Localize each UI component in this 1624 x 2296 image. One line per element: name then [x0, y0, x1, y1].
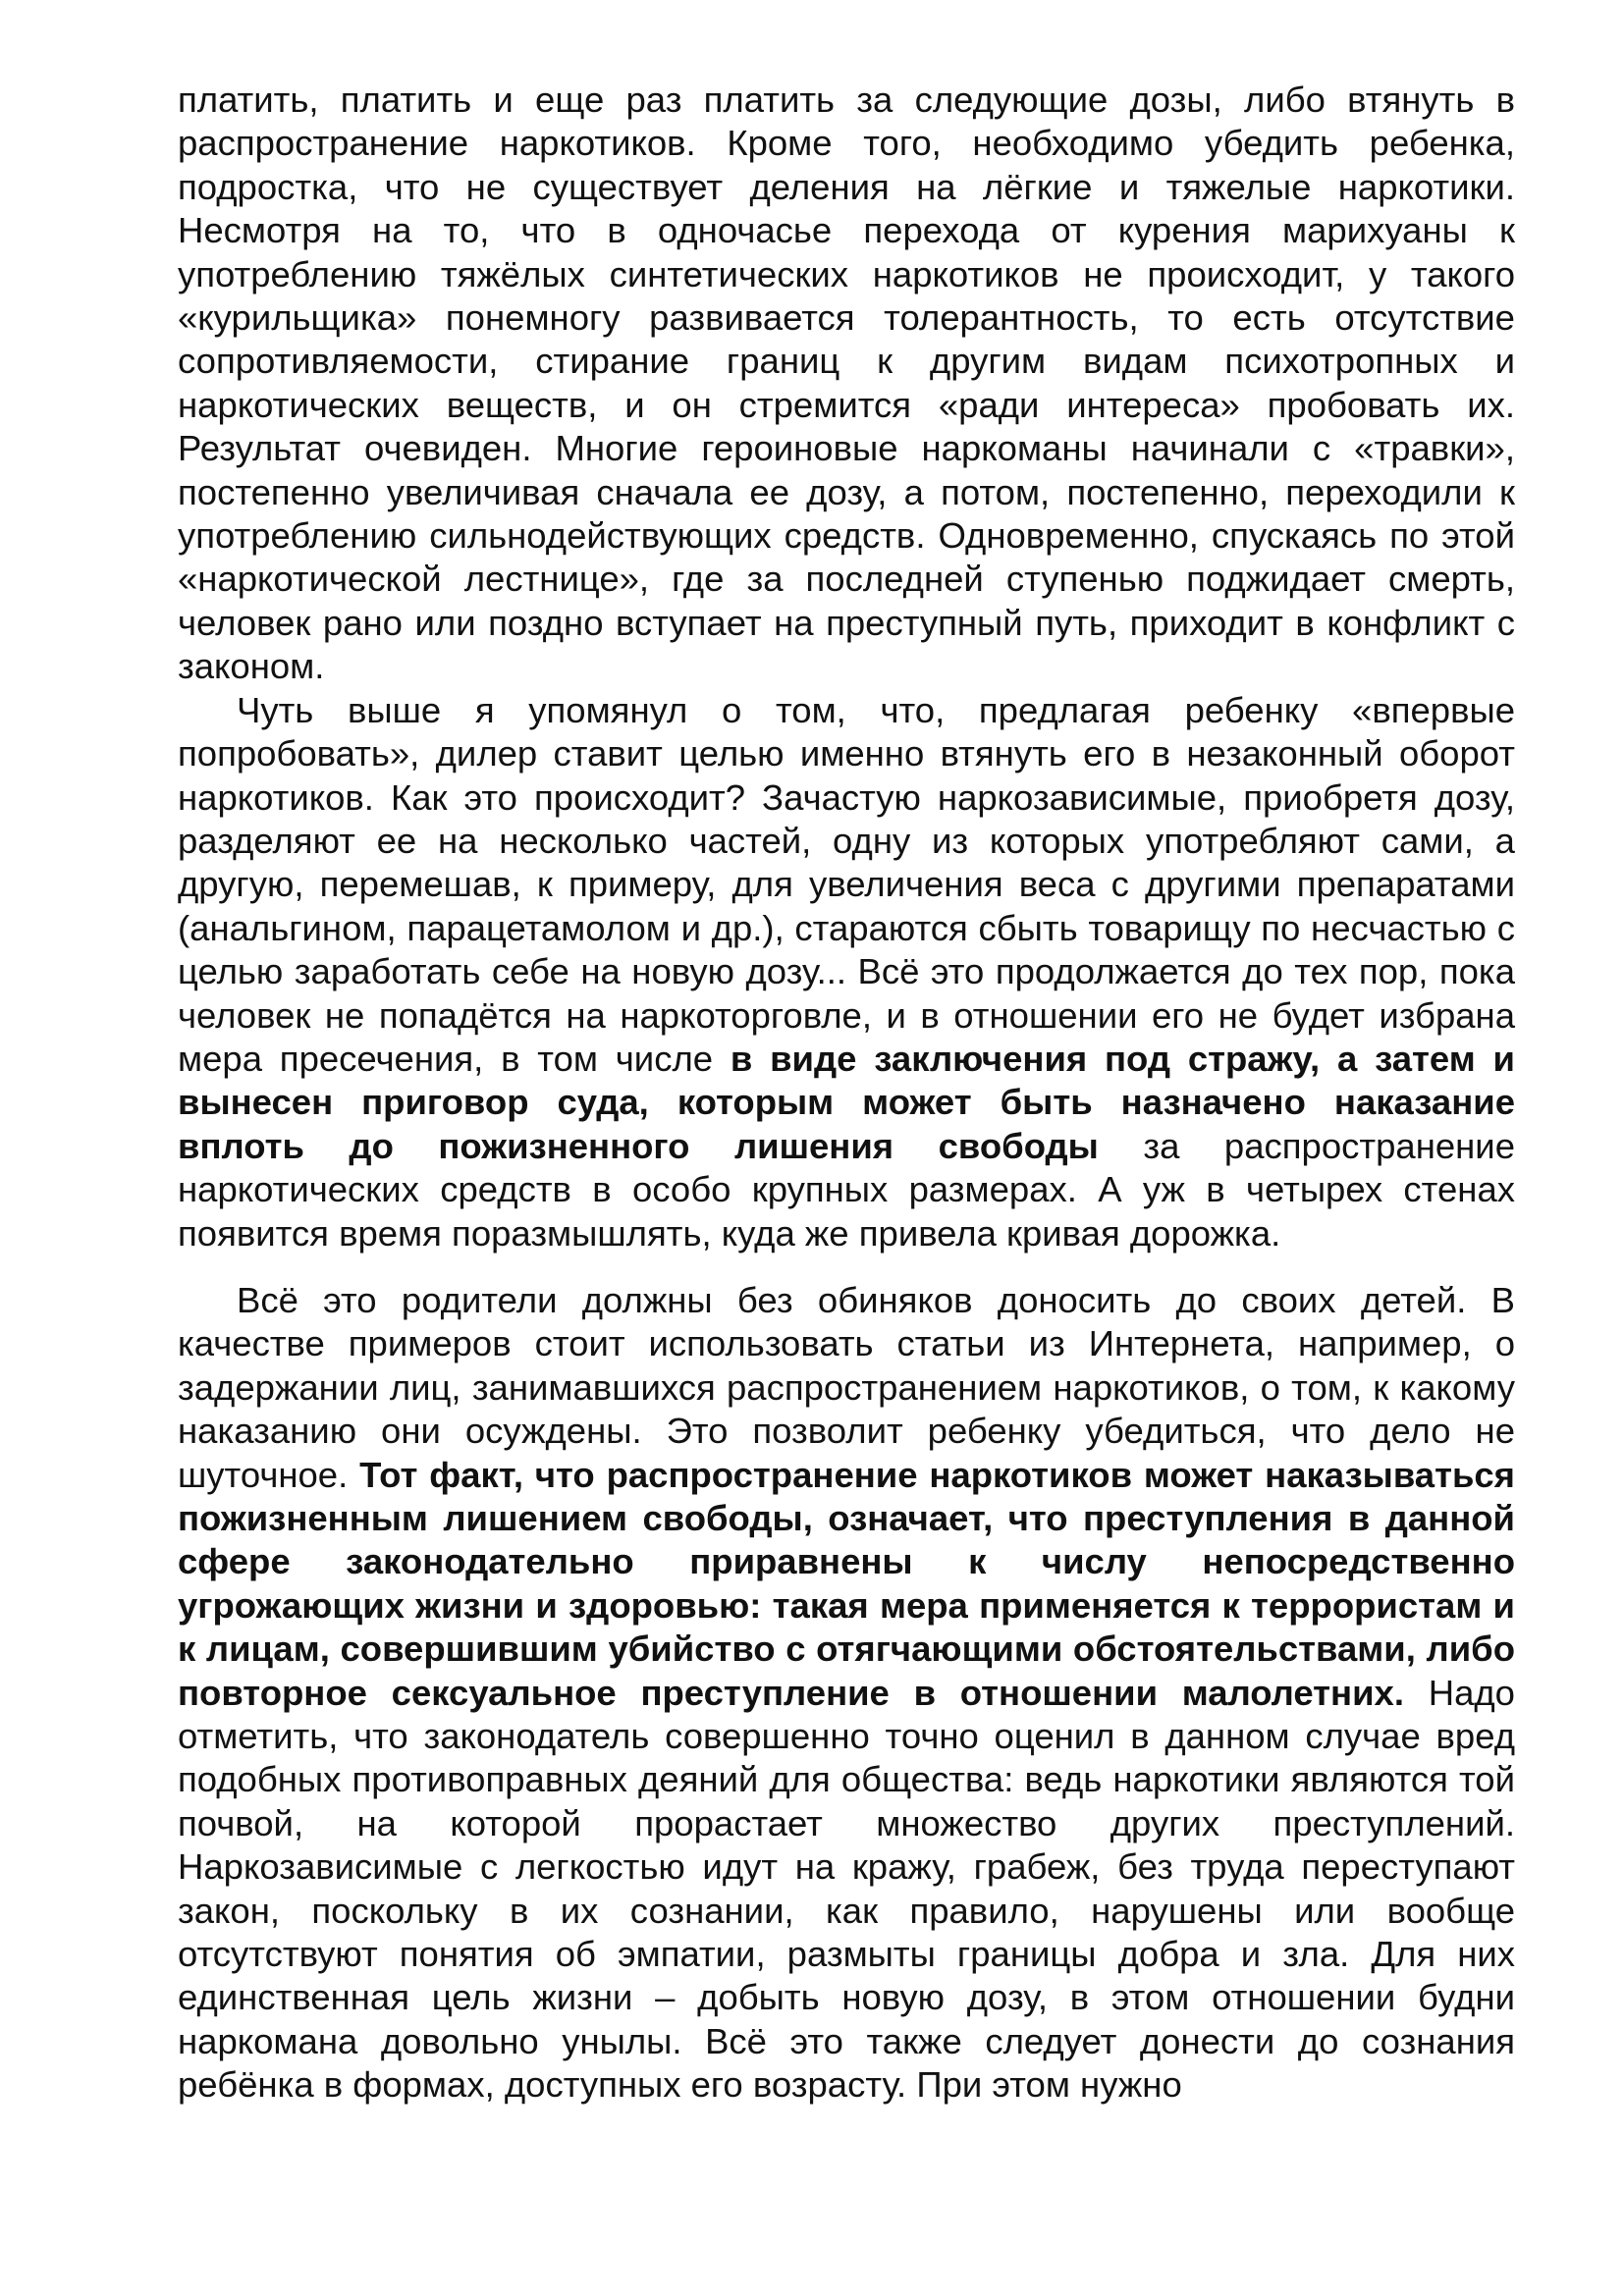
paragraph-2-text-end: за распространение наркотических средств в особо крупных размерах. А уж в четырех стенах появится время поразмышлять, куда же привела кривая дорожка. [178, 1125, 1515, 1254]
paragraph-1 [178, 79, 1515, 689]
paragraph-3 [178, 1279, 1515, 2108]
paragraph-3-text-end: Надо отметить, что законодатель совершенно точно оценил в данном случае вред подобных противоправных деяний для общества: ведь наркотики являются той почвой, на которой прорастает множество других преступлений. Наркозависимые с легкостью идут на кражу, грабеж, без труда переступают закон, поскольку в их сознании, как правило, нарушены или вообще отсутствуют понятия об эмпатии, размыты границы добра и зла. Для них единственная цель жизни – добыть новую дозу, в этом отношении будни наркомана довольно унылы. Всё это также следует донести до сознания ребёнка в формах, доступных его возрасту. При этом нужно [178, 1672, 1515, 2106]
paragraph-1-text: платить, платить и еще раз платить за следующие дозы, либо втянуть в распространение наркотиков. Кроме того, необходимо убедить ребенка, подростка, что не существует деления на лёгкие и тяжелые наркотики. Несмотря на то, что в одночасье перехода от курения марихуаны к употреблению тяжёлых синтетических наркотиков не происходит, у такого «курильщика» понемногу развивается толерантность, то есть отсутствие сопротивляемости, стирание границ к другим видам психотропных и наркотических веществ, и он стремится «ради интереса» пробовать их. Результат очевиден. Многие героиновые наркоманы начинали с «травки», постепенно увеличивая сначала ее дозу, а потом, постепенно, переходили к употреблению сильнодействующих средств. Одновременно, спускаясь по этой «наркотической лестнице», где за последней ступенью поджидает смерть, человек рано или поздно вступает на преступный путь, приходит в конфликт с законом. [178, 80, 1515, 687]
paragraph-3-text-start: Всё это родители должны без обиняков доносить до своих детей. В качестве примеров стоит использовать статьи из Интернета, например, о задержании лиц, занимавшихся распространением наркотиков, о том, к какому наказанию они осуждены. Это позволит ребенку убедиться, что дело не шуточное. [178, 1279, 1515, 1495]
paragraph-2-text-start: Чуть выше я упомянул о том, что, предлагая ребенку «впервые попробовать», дилер ставит целью именно втянуть его в незаконный оборот наркотиков. Как это происходит? Зачастую наркозависимые, приобретя дозу, разделяют ее на несколько частей, одну из которых употребляют сами, а другую, перемешав, к примеру, для увеличения веса с другими препаратами (анальгином, парацетамолом и др.), стараются сбыть товарищу по несчастью с целью заработать себе на новую дозу... Всё это продолжается до тех пор, пока человек не попадётся на наркоторговле, и в отношении его не будет избрана мера пресечения, в том числе [178, 689, 1515, 1079]
paragraph-2-bold-text: в виде заключения под стражу, а затем и вынесен приговор суда, которым может быть назначено наказание вплоть до пожизненного лишения свободы [178, 1038, 1515, 1166]
paragraph-2 [178, 689, 1515, 1255]
paragraph-3-bold-text: Тот факт, что распространение наркотиков может наказываться пожизненным лишением свободы, означает, что преступления в данной сфере законодательно приравнены к числу непосредственно угрожающих жизни и здоровью: такая мера применяется к террористам и к лицам, совершившим убийство с отягчающими обстоятельствами, либо повторное сексуальное преступление в отношении малолетних. [178, 1454, 1515, 1713]
document-page [178, 79, 1515, 2108]
